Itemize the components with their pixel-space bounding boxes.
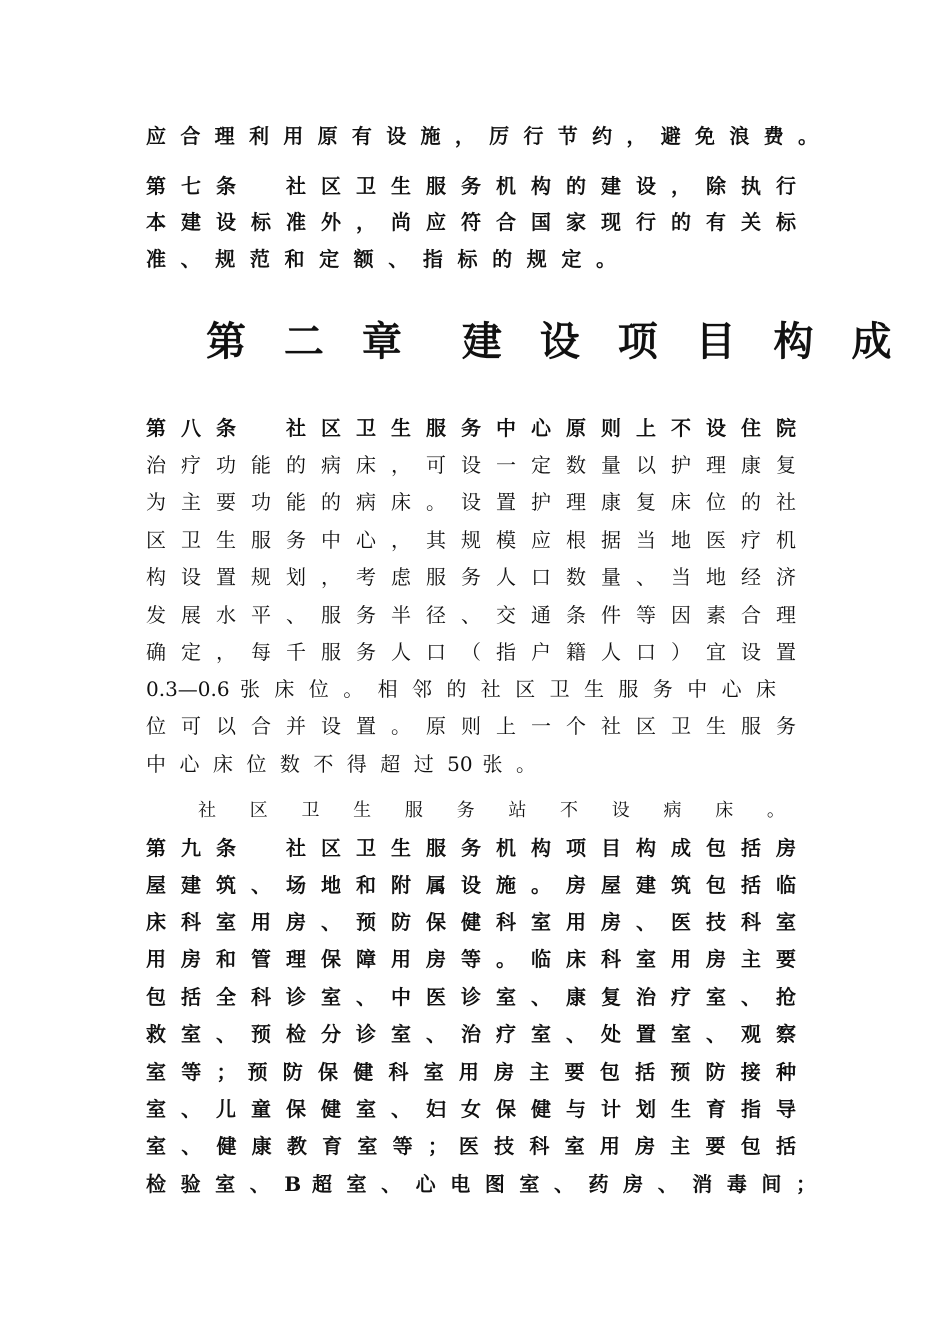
text-line: 中 心 床 位 数 不 得 超 过 50 张 。 bbox=[146, 752, 536, 776]
text-line: 室 、 儿 童 保 健 室 、 妇 女 保 健 与 计 划 生 育 指 导 bbox=[146, 1097, 796, 1121]
text-line: 准 、 规 范 和 定 额 、 指 标 的 规 定 。 bbox=[146, 247, 616, 271]
chapter-title: 建 设 项 目 构 成 bbox=[461, 318, 904, 365]
text-line: 用 房 和 管 理 保 障 用 房 等 。 临 床 科 室 用 房 主 要 bbox=[146, 947, 796, 971]
text-line: 第 七 条 社 区 卫 生 服 务 机 构 的 建 设 ， 除 执 行 bbox=[146, 174, 796, 198]
text-line: 室 等 ； 预 防 保 健 科 室 用 房 主 要 包 括 预 防 接 种 bbox=[146, 1060, 796, 1084]
chapter-number: 第 二 章 bbox=[206, 318, 414, 365]
text-line: 应 合 理 利 用 原 有 设 施 ， 厉 行 节 约 ， 避 免 浪 费 。 bbox=[146, 124, 818, 148]
text-line: 发 展 水 平 、 服 务 半 径 、 交 通 条 件 等 因 素 合 理 bbox=[146, 603, 796, 627]
text-line: 包 括 全 科 诊 室 、 中 医 诊 室 、 康 复 治 疗 室 、 抢 bbox=[146, 985, 796, 1009]
text-line: 治 疗 功 能 的 病 床 ， 可 设 一 定 数 量 以 护 理 康 复 bbox=[146, 453, 796, 477]
station-note: 社 区 卫 生 服 务 站 不 设 病 床 。 bbox=[198, 800, 799, 821]
text-line: 0.3—0.6 张 床 位 。 相 邻 的 社 区 卫 生 服 务 中 心 床 bbox=[146, 677, 776, 701]
chapter-heading bbox=[206, 318, 904, 366]
text-line: 检 验 室 、 B 超 室 、 心 电 图 室 、 药 房 、 消 毒 间 ； bbox=[146, 1172, 816, 1196]
text-line: 构 设 置 规 划 ， 考 虑 服 务 人 口 数 量 、 当 地 经 济 bbox=[146, 565, 796, 589]
text-line: 位 可 以 合 并 设 置 。 原 则 上 一 个 社 区 卫 生 服 务 bbox=[146, 714, 796, 738]
text-line: 为 主 要 功 能 的 病 床 。 设 置 护 理 康 复 床 位 的 社 bbox=[146, 490, 796, 514]
text-line: 床 科 室 用 房 、 预 防 保 健 科 室 用 房 、 医 技 科 室 bbox=[146, 910, 796, 934]
text-line: 区 卫 生 服 务 中 心 ， 其 规 模 应 根 据 当 地 医 疗 机 bbox=[146, 528, 796, 552]
text-line: 第 八 条 社 区 卫 生 服 务 中 心 原 则 上 不 设 住 院 bbox=[146, 416, 796, 440]
text-line: 本 建 设 标 准 外 ， 尚 应 符 合 国 家 现 行 的 有 关 标 bbox=[146, 210, 796, 234]
text-line: 第 九 条 社 区 卫 生 服 务 机 构 项 目 构 成 包 括 房 bbox=[146, 836, 796, 860]
text-line: 室 、 健 康 教 育 室 等 ； 医 技 科 室 用 房 主 要 包 括 bbox=[146, 1134, 796, 1158]
text-line: 救 室 、 预 检 分 诊 室 、 治 疗 室 、 处 置 室 、 观 察 bbox=[146, 1022, 796, 1046]
text-line: 确 定 ， 每 千 服 务 人 口 （ 指 户 籍 人 口 ） 宜 设 置 bbox=[146, 640, 796, 664]
text-line: 屋 建 筑 、 场 地 和 附 属 设 施 。 房 屋 建 筑 包 括 临 bbox=[146, 873, 796, 897]
